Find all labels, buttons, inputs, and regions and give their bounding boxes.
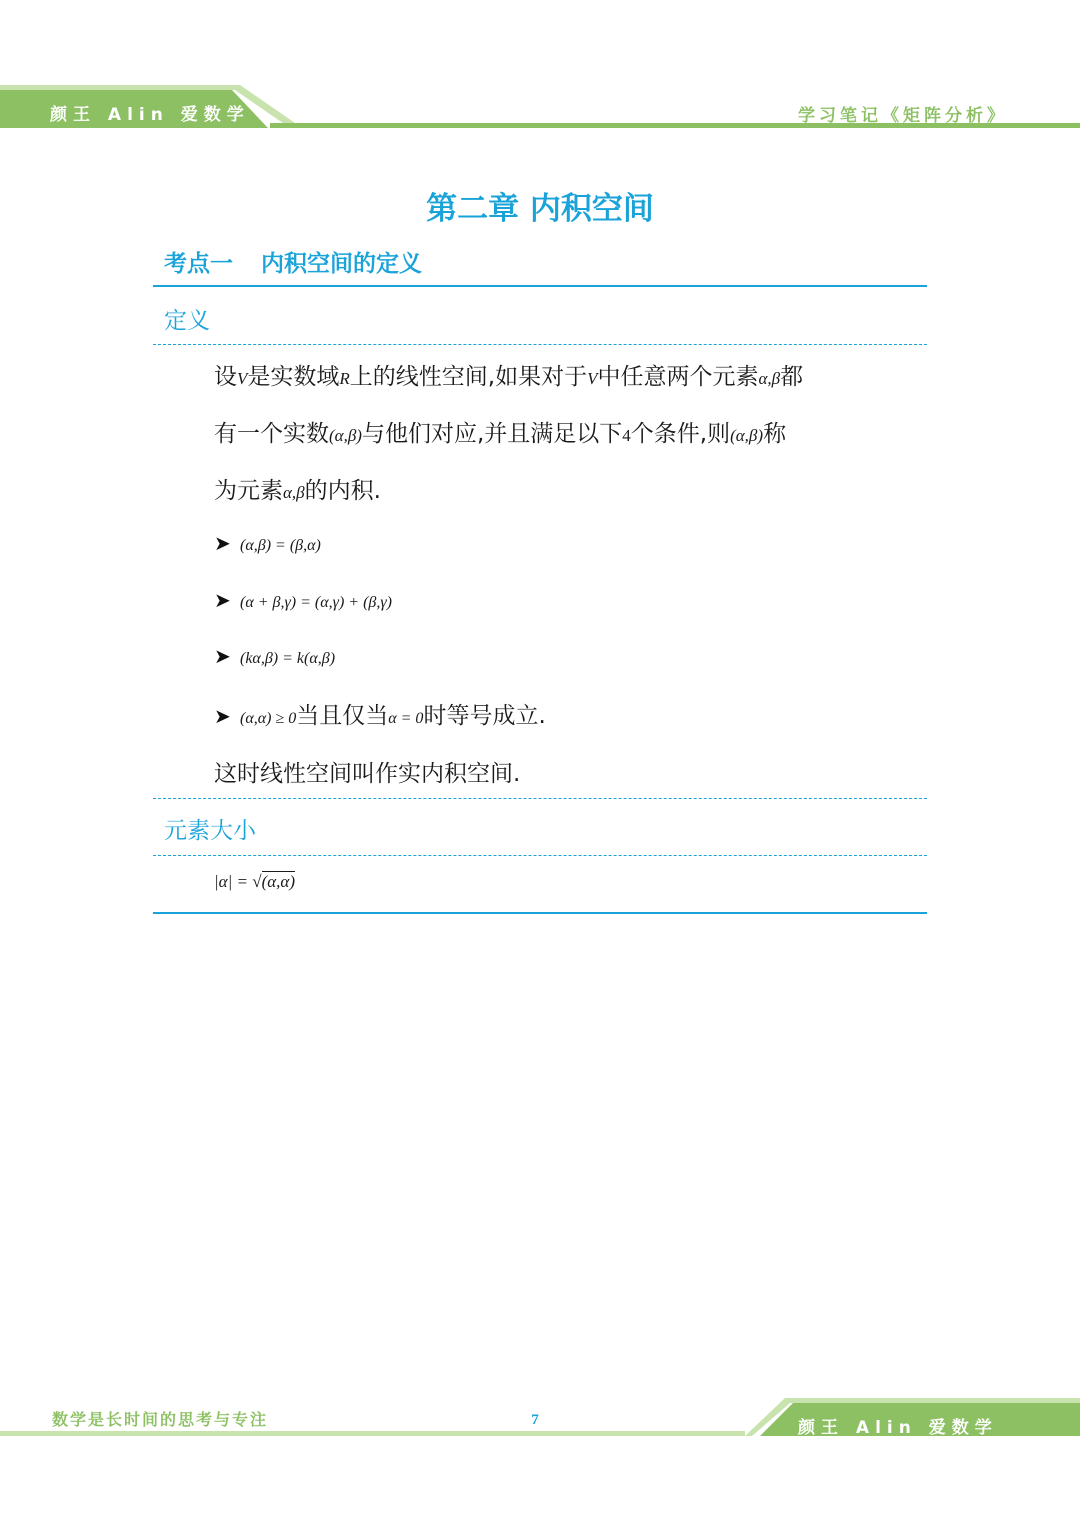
math: (α,β): [730, 426, 764, 445]
bullet-arrow-icon: ➤: [214, 588, 231, 612]
condition-1: [214, 531, 321, 555]
definition-line-3: [214, 472, 381, 505]
math: 4: [622, 426, 631, 445]
section-title: 内积空间的定义: [261, 251, 422, 277]
formula: α = 0: [388, 710, 424, 727]
text: 与他们对应,并且满足以下: [361, 421, 623, 447]
condition-3: [214, 644, 335, 668]
formula: (α,α): [261, 872, 296, 891]
chapter-title: 第二章 内积空间: [426, 191, 654, 227]
text: 设: [214, 364, 237, 390]
rule-top: [153, 285, 927, 287]
text: 个条件,则: [630, 421, 731, 447]
text: 中任意两个元素: [597, 364, 759, 390]
text: 时等号成立.: [423, 703, 546, 729]
text: 都: [780, 364, 804, 390]
rule-bottom: [153, 912, 927, 914]
condition-2: [214, 588, 392, 612]
text: 有一个实数: [214, 421, 329, 447]
math: α,β: [758, 369, 781, 388]
definition-line-1: [214, 358, 803, 391]
text: 称: [763, 421, 787, 447]
bullet-arrow-icon: ➤: [214, 644, 231, 668]
sqrt-icon: √: [252, 872, 262, 891]
definition-closing: 这时线性空间叫作实内积空间.: [214, 761, 521, 787]
text: 当且仅当: [296, 703, 389, 729]
definition-heading: 定义: [164, 308, 210, 334]
rule-dash-3: [153, 855, 927, 856]
norm-formula: [214, 872, 295, 892]
page-number: 7: [531, 1412, 539, 1428]
definition-line-2: [214, 415, 786, 448]
norm-heading: 元素大小: [164, 818, 256, 844]
formula: (α + β,γ) = (α,γ) + (β,γ): [240, 594, 393, 611]
rule-dash-2: [153, 798, 927, 799]
text: 的内积.: [304, 478, 381, 504]
rule-dash-1: [153, 344, 927, 345]
formula: (α,α) ≥ 0: [240, 710, 297, 727]
bullet-arrow-icon: ➤: [214, 531, 231, 555]
math: α,β: [283, 483, 305, 502]
math: V: [237, 369, 248, 388]
section-heading: [164, 245, 422, 278]
text: 上的线性空间,如果对于: [349, 364, 588, 390]
math: R: [339, 369, 350, 388]
section-label: 考点一: [164, 251, 233, 277]
text: 是实数域: [247, 364, 340, 390]
header-book-title: 学习笔记《矩阵分析》: [798, 106, 1008, 126]
header-brand: 颜王 Alin 爱数学: [50, 105, 250, 125]
formula: |α| =: [214, 872, 253, 891]
math: (α,β): [329, 426, 362, 445]
footer-brand: 颜王 Alin 爱数学: [798, 1418, 998, 1438]
math: V: [587, 369, 598, 388]
formula: (kα,β) = k(α,β): [240, 650, 336, 667]
text: 为元素: [214, 478, 283, 504]
condition-4: [214, 697, 546, 730]
footer-motto: 数学是长时间的思考与专注: [52, 1410, 269, 1429]
formula: (α,β) = (β,α): [240, 537, 321, 554]
bullet-arrow-icon: ➤: [214, 704, 231, 728]
